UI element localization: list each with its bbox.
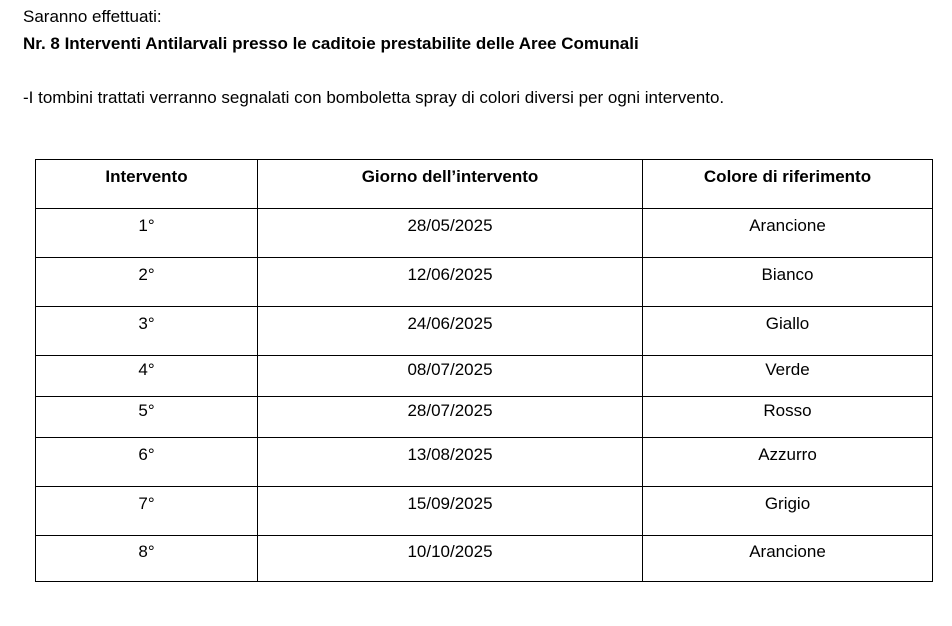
document-title: Nr. 8 Interventi Antilarvali presso le caditoie prestabilite delle Aree Comunali xyxy=(23,34,639,53)
cell-color: Arancione xyxy=(643,536,933,582)
table-row xyxy=(36,536,933,582)
cell-intervento: 7° xyxy=(36,487,258,536)
cell-date: 08/07/2025 xyxy=(258,356,643,397)
cell-date: 13/08/2025 xyxy=(258,438,643,487)
header-giorno: Giorno dell’intervento xyxy=(258,160,643,209)
table-row xyxy=(36,209,933,258)
cell-date: 28/07/2025 xyxy=(258,397,643,438)
cell-color: Arancione xyxy=(643,209,933,258)
table-row xyxy=(36,438,933,487)
intervention-schedule-table xyxy=(35,159,933,582)
cell-color: Grigio xyxy=(643,487,933,536)
cell-intervento: 4° xyxy=(36,356,258,397)
cell-date: 24/06/2025 xyxy=(258,307,643,356)
note-text: -I tombini trattati verranno segnalati con bomboletta spray di colori diversi per ogni intervento. xyxy=(23,88,725,107)
cell-date: 15/09/2025 xyxy=(258,487,643,536)
header-intervento: Intervento xyxy=(36,160,258,209)
table-row xyxy=(36,487,933,536)
cell-intervento: 5° xyxy=(36,397,258,438)
table-row xyxy=(36,356,933,397)
table-row xyxy=(36,258,933,307)
cell-intervento: 8° xyxy=(36,536,258,582)
cell-intervento: 2° xyxy=(36,258,258,307)
cell-date: 12/06/2025 xyxy=(258,258,643,307)
table-header-row xyxy=(36,160,933,209)
cell-color: Bianco xyxy=(643,258,933,307)
cell-color: Verde xyxy=(643,356,933,397)
cell-color: Giallo xyxy=(643,307,933,356)
cell-color: Rosso xyxy=(643,397,933,438)
cell-intervento: 3° xyxy=(36,307,258,356)
cell-color: Azzurro xyxy=(643,438,933,487)
header-colore: Colore di riferimento xyxy=(643,160,933,209)
cell-intervento: 6° xyxy=(36,438,258,487)
table-row xyxy=(36,397,933,438)
cell-intervento: 1° xyxy=(36,209,258,258)
intro-text: Saranno effettuati: xyxy=(23,7,162,26)
table-row xyxy=(36,307,933,356)
cell-date: 10/10/2025 xyxy=(258,536,643,582)
cell-date: 28/05/2025 xyxy=(258,209,643,258)
